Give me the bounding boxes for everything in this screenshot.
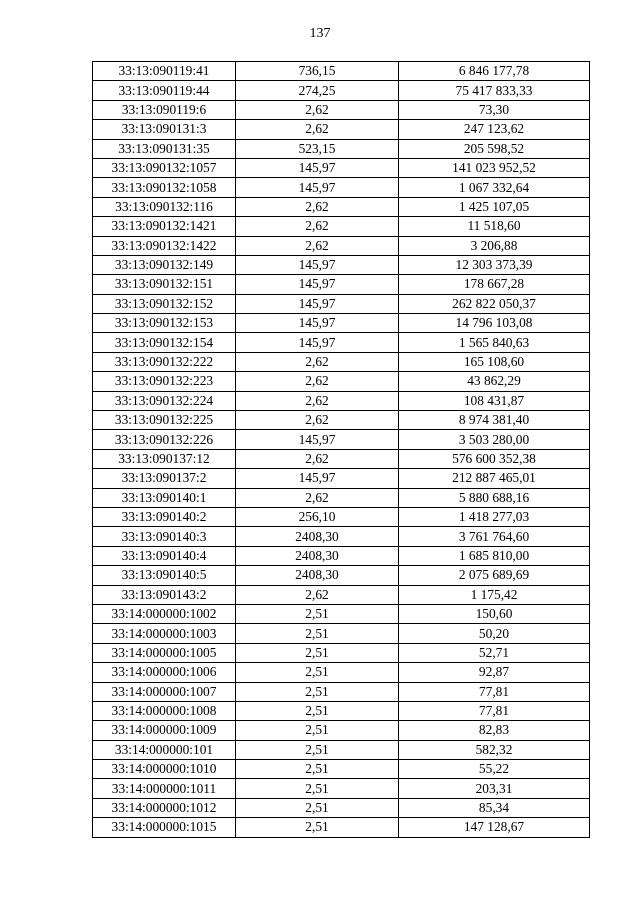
cadastral-number-cell: 33:13:090132:151 (93, 275, 236, 294)
rate-cell: 2,51 (236, 779, 399, 798)
table-row (93, 255, 590, 274)
value-cell: 203,31 (399, 779, 590, 798)
cadastral-number-cell: 33:14:000000:1002 (93, 604, 236, 623)
rate-cell: 145,97 (236, 178, 399, 197)
rate-cell: 145,97 (236, 275, 399, 294)
cadastral-number-cell: 33:14:000000:1015 (93, 818, 236, 837)
cadastral-number-cell: 33:14:000000:1008 (93, 701, 236, 720)
value-cell: 582,32 (399, 740, 590, 759)
value-cell: 1 175,42 (399, 585, 590, 604)
value-cell: 50,20 (399, 624, 590, 643)
table-row (93, 178, 590, 197)
cadastral-number-cell: 33:13:090137:2 (93, 469, 236, 488)
table-row (93, 566, 590, 585)
table-row (93, 120, 590, 139)
value-cell: 1 067 332,64 (399, 178, 590, 197)
table-row (93, 740, 590, 759)
value-cell: 150,60 (399, 604, 590, 623)
rate-cell: 2408,30 (236, 546, 399, 565)
rate-cell: 2,62 (236, 391, 399, 410)
value-cell: 212 887 465,01 (399, 469, 590, 488)
cadastral-number-cell: 33:13:090140:3 (93, 527, 236, 546)
rate-cell: 145,97 (236, 430, 399, 449)
rate-cell: 256,10 (236, 507, 399, 526)
rate-cell: 523,15 (236, 139, 399, 158)
rate-cell: 2,62 (236, 120, 399, 139)
rate-cell: 2,51 (236, 701, 399, 720)
value-cell: 55,22 (399, 760, 590, 779)
cadastral-number-cell: 33:13:090132:152 (93, 294, 236, 313)
value-cell: 147 128,67 (399, 818, 590, 837)
rate-cell: 2,62 (236, 197, 399, 216)
cadastral-number-cell: 33:14:000000:101 (93, 740, 236, 759)
rate-cell: 2,51 (236, 760, 399, 779)
value-cell: 1 418 277,03 (399, 507, 590, 526)
value-cell: 141 023 952,52 (399, 158, 590, 177)
value-cell: 8 974 381,40 (399, 411, 590, 430)
value-cell: 5 880 688,16 (399, 488, 590, 507)
value-cell: 3 503 280,00 (399, 430, 590, 449)
rate-cell: 736,15 (236, 62, 399, 81)
value-cell: 3 206,88 (399, 236, 590, 255)
rate-cell: 2,51 (236, 663, 399, 682)
table-row (93, 158, 590, 177)
table-row (93, 798, 590, 817)
value-cell: 82,83 (399, 721, 590, 740)
rate-cell: 2,51 (236, 740, 399, 759)
table-row (93, 663, 590, 682)
value-cell: 11 518,60 (399, 217, 590, 236)
cadastral-number-cell: 33:13:090137:12 (93, 449, 236, 468)
table-row (93, 352, 590, 371)
table-row (93, 197, 590, 216)
rate-cell: 2408,30 (236, 566, 399, 585)
value-cell: 576 600 352,38 (399, 449, 590, 468)
table-row (93, 682, 590, 701)
table-row (93, 139, 590, 158)
page-number: 137 (309, 26, 331, 41)
rate-cell: 145,97 (236, 314, 399, 333)
cadastral-number-cell: 33:14:000000:1011 (93, 779, 236, 798)
table-row (93, 488, 590, 507)
rate-cell: 2,51 (236, 624, 399, 643)
table-row (93, 643, 590, 662)
value-cell: 75 417 833,33 (399, 81, 590, 100)
cadastral-number-cell: 33:13:090132:149 (93, 255, 236, 274)
table-row (93, 294, 590, 313)
rate-cell: 2,62 (236, 352, 399, 371)
table-row (93, 372, 590, 391)
table-row (93, 430, 590, 449)
table-row (93, 81, 590, 100)
value-cell: 108 431,87 (399, 391, 590, 410)
rate-cell: 2,62 (236, 372, 399, 391)
table-row (93, 236, 590, 255)
value-cell: 3 761 764,60 (399, 527, 590, 546)
rate-cell: 2,51 (236, 682, 399, 701)
cadastral-number-cell: 33:13:090143:2 (93, 585, 236, 604)
value-cell: 165 108,60 (399, 352, 590, 371)
table-row (93, 546, 590, 565)
table-row (93, 333, 590, 352)
value-cell: 2 075 689,69 (399, 566, 590, 585)
table-row (93, 217, 590, 236)
rate-cell: 2,51 (236, 818, 399, 837)
value-cell: 52,71 (399, 643, 590, 662)
cadastral-number-cell: 33:14:000000:1010 (93, 760, 236, 779)
rate-cell: 145,97 (236, 158, 399, 177)
cadastral-number-cell: 33:13:090140:1 (93, 488, 236, 507)
rate-cell: 145,97 (236, 469, 399, 488)
value-cell: 92,87 (399, 663, 590, 682)
cadastral-number-cell: 33:13:090132:153 (93, 314, 236, 333)
rate-cell: 2,62 (236, 488, 399, 507)
cadastral-number-cell: 33:13:090140:5 (93, 566, 236, 585)
value-cell: 43 862,29 (399, 372, 590, 391)
value-cell: 12 303 373,39 (399, 255, 590, 274)
rate-cell: 2,62 (236, 449, 399, 468)
value-cell: 262 822 050,37 (399, 294, 590, 313)
cadastral-number-cell: 33:14:000000:1006 (93, 663, 236, 682)
rate-cell: 2408,30 (236, 527, 399, 546)
value-cell: 73,30 (399, 100, 590, 119)
table-row (93, 624, 590, 643)
table-row (93, 62, 590, 81)
value-cell: 77,81 (399, 682, 590, 701)
cadastral-number-cell: 33:13:090132:1058 (93, 178, 236, 197)
table-row (93, 818, 590, 837)
cadastral-number-cell: 33:13:090131:35 (93, 139, 236, 158)
value-cell: 14 796 103,08 (399, 314, 590, 333)
value-cell: 85,34 (399, 798, 590, 817)
value-cell: 1 565 840,63 (399, 333, 590, 352)
cadastral-number-cell: 33:13:090132:1057 (93, 158, 236, 177)
data-table (92, 61, 590, 838)
rate-cell: 2,51 (236, 643, 399, 662)
table-row (93, 275, 590, 294)
value-cell: 1 425 107,05 (399, 197, 590, 216)
cadastral-number-cell: 33:13:090132:226 (93, 430, 236, 449)
cadastral-number-cell: 33:13:090132:1422 (93, 236, 236, 255)
table-row (93, 469, 590, 488)
cadastral-number-cell: 33:13:090119:41 (93, 62, 236, 81)
value-cell: 178 667,28 (399, 275, 590, 294)
cadastral-number-cell: 33:13:090140:4 (93, 546, 236, 565)
cadastral-number-cell: 33:13:090132:116 (93, 197, 236, 216)
rate-cell: 2,62 (236, 585, 399, 604)
value-cell: 6 846 177,78 (399, 62, 590, 81)
cadastral-number-cell: 33:14:000000:1007 (93, 682, 236, 701)
cadastral-number-cell: 33:14:000000:1012 (93, 798, 236, 817)
table-row (93, 507, 590, 526)
rate-cell: 145,97 (236, 333, 399, 352)
value-cell: 205 598,52 (399, 139, 590, 158)
cadastral-number-cell: 33:13:090132:222 (93, 352, 236, 371)
rate-cell: 274,25 (236, 81, 399, 100)
cadastral-number-cell: 33:13:090119:6 (93, 100, 236, 119)
cadastral-number-cell: 33:14:000000:1009 (93, 721, 236, 740)
cadastral-number-cell: 33:13:090140:2 (93, 507, 236, 526)
table-row (93, 411, 590, 430)
value-cell: 1 685 810,00 (399, 546, 590, 565)
table-row (93, 779, 590, 798)
cadastral-number-cell: 33:13:090132:224 (93, 391, 236, 410)
value-cell: 247 123,62 (399, 120, 590, 139)
cadastral-number-cell: 33:13:090132:225 (93, 411, 236, 430)
rate-cell: 145,97 (236, 255, 399, 274)
table-row (93, 760, 590, 779)
table-row (93, 604, 590, 623)
table-row (93, 701, 590, 720)
rate-cell: 2,62 (236, 411, 399, 430)
cadastral-number-cell: 33:13:090132:154 (93, 333, 236, 352)
table-row (93, 100, 590, 119)
table-row (93, 527, 590, 546)
rate-cell: 2,51 (236, 798, 399, 817)
cadastral-number-cell: 33:13:090119:44 (93, 81, 236, 100)
table-row (93, 314, 590, 333)
table-row (93, 585, 590, 604)
table-body (93, 62, 590, 838)
table-row (93, 721, 590, 740)
rate-cell: 2,62 (236, 217, 399, 236)
value-cell: 77,81 (399, 701, 590, 720)
rate-cell: 2,62 (236, 236, 399, 255)
table-row (93, 391, 590, 410)
cadastral-number-cell: 33:13:090131:3 (93, 120, 236, 139)
cadastral-number-cell: 33:14:000000:1003 (93, 624, 236, 643)
cadastral-number-cell: 33:13:090132:223 (93, 372, 236, 391)
rate-cell: 2,62 (236, 100, 399, 119)
rate-cell: 145,97 (236, 294, 399, 313)
cadastral-number-cell: 33:14:000000:1005 (93, 643, 236, 662)
rate-cell: 2,51 (236, 721, 399, 740)
rate-cell: 2,51 (236, 604, 399, 623)
table-row (93, 449, 590, 468)
cadastral-number-cell: 33:13:090132:1421 (93, 217, 236, 236)
